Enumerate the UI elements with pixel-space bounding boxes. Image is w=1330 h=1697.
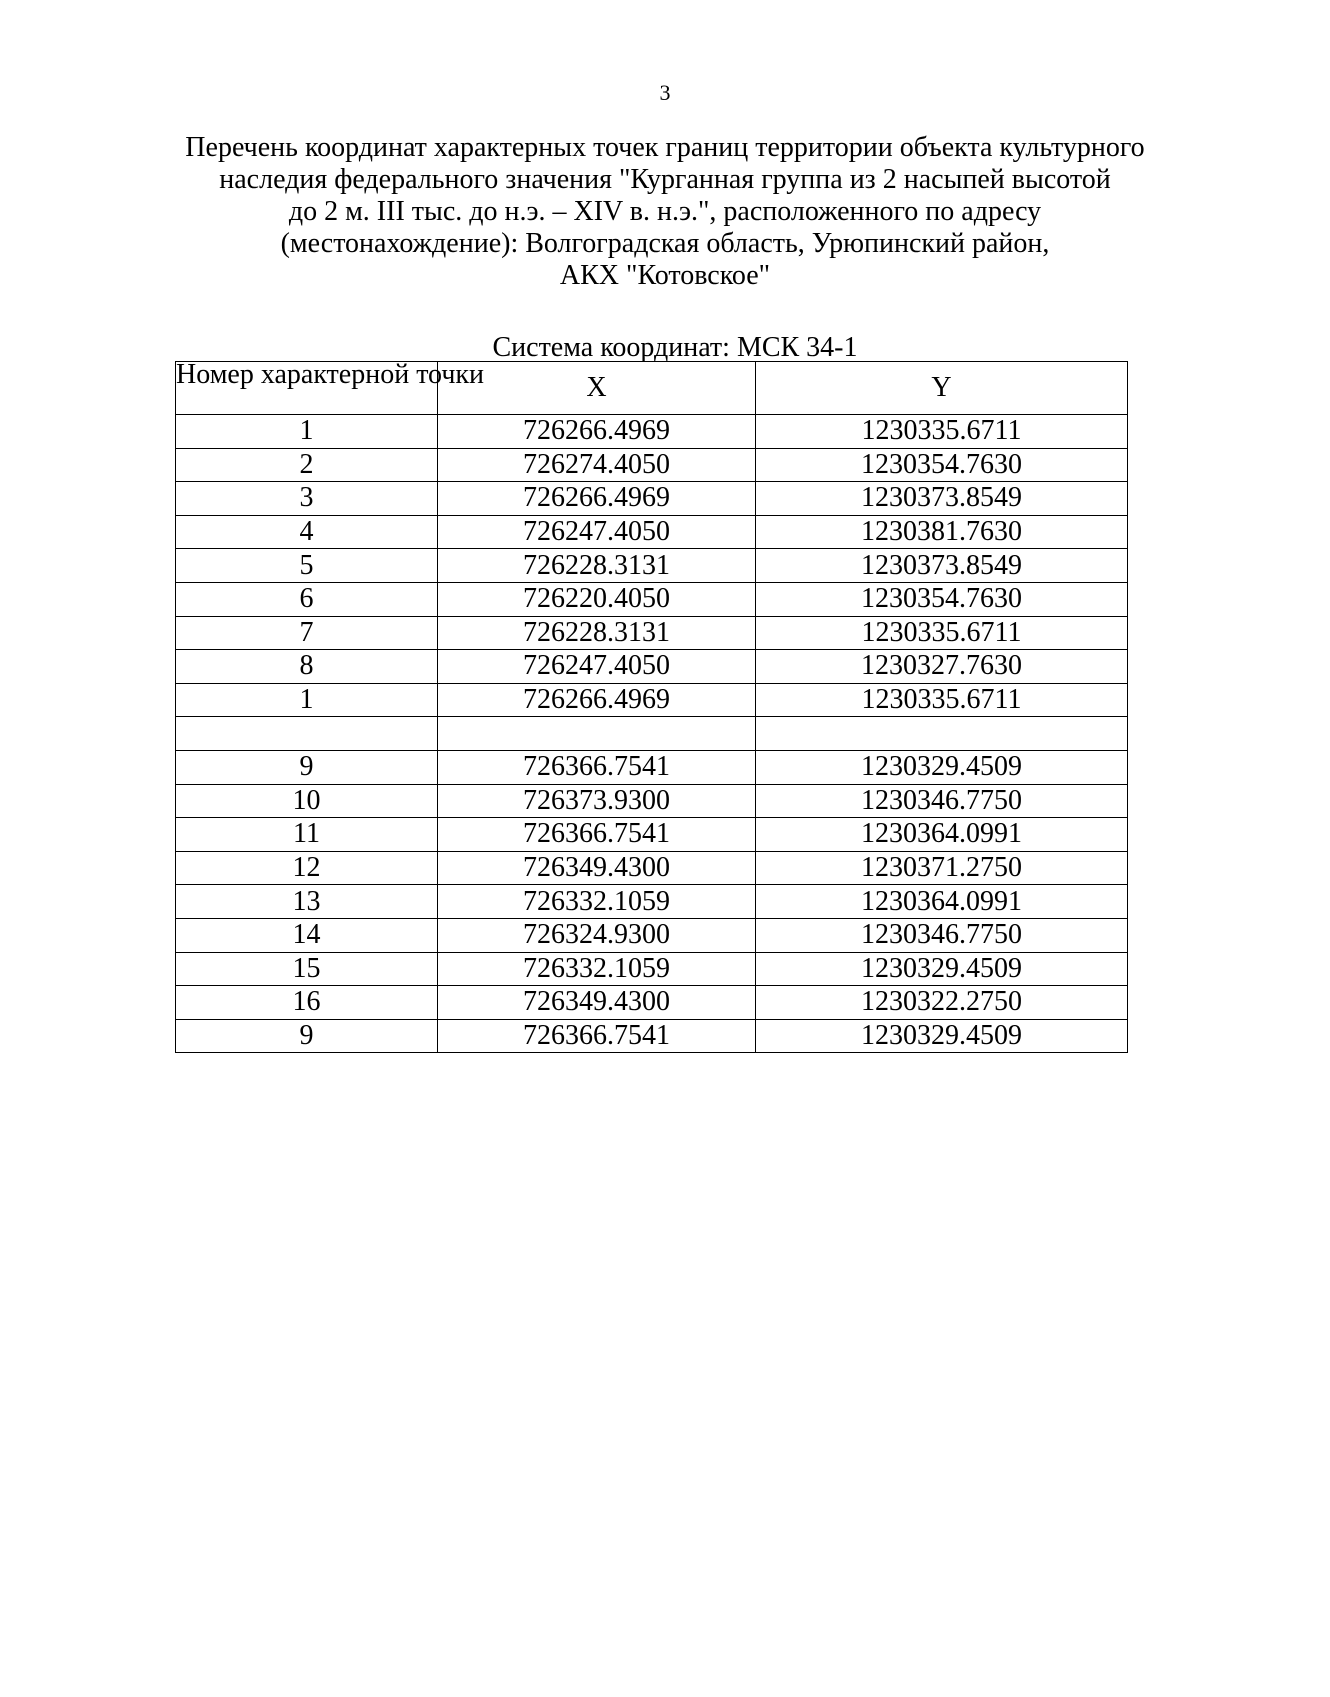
table-body — [176, 415, 1128, 1053]
cell-y: 1230373.8549 — [756, 482, 1128, 516]
cell-x: 726247.4050 — [438, 650, 756, 684]
table-row — [176, 448, 1128, 482]
page-number: 3 — [659, 80, 671, 105]
cell-x: 726266.4969 — [438, 683, 756, 717]
cell-y: 1230354.7630 — [756, 448, 1128, 482]
cell-y: 1230373.8549 — [756, 549, 1128, 583]
cell-x: 726266.4969 — [438, 415, 756, 449]
cell-point-number: 9 — [176, 1019, 438, 1053]
title-line: Перечень координат характерных точек границ территории объекта культурного — [185, 132, 1145, 163]
cell-x: 726228.3131 — [438, 616, 756, 650]
title-line: (местонахождение): Волгоградская область, Урюпинский район, — [280, 228, 1050, 259]
header-point-number: Номер характерной точки — [176, 362, 438, 415]
header-y: Y — [756, 362, 1128, 415]
cell-y: 1230335.6711 — [756, 616, 1128, 650]
cell-point-number: 5 — [176, 549, 438, 583]
cell-y: 1230346.7750 — [756, 784, 1128, 818]
coordinate-system-label: Система координат: МСК 34-1 — [492, 332, 858, 363]
table-header-row — [176, 362, 1128, 415]
title-line: наследия федерального значения "Курганная группа из 2 насыпей высотой — [219, 164, 1111, 195]
table-row — [176, 582, 1128, 616]
cell-x: 726373.9300 — [438, 784, 756, 818]
cell-x: 726332.1059 — [438, 952, 756, 986]
cell-point-number: 10 — [176, 784, 438, 818]
table-row — [176, 952, 1128, 986]
cell-point-number — [176, 717, 438, 751]
cell-x: 726366.7541 — [438, 750, 756, 784]
cell-y: 1230354.7630 — [756, 582, 1128, 616]
cell-y: 1230364.0991 — [756, 885, 1128, 919]
cell-y: 1230335.6711 — [756, 683, 1128, 717]
title-line: до 2 м. III тыс. до н.э. – XIV в. н.э.", расположенного по адресу — [288, 196, 1042, 227]
cell-y: 1230381.7630 — [756, 515, 1128, 549]
cell-y: 1230329.4509 — [756, 952, 1128, 986]
cell-point-number: 14 — [176, 918, 438, 952]
cell-point-number: 7 — [176, 616, 438, 650]
cell-y: 1230329.4509 — [756, 750, 1128, 784]
cell-point-number: 1 — [176, 683, 438, 717]
title-line: АКХ "Котовское" — [559, 260, 771, 291]
table-row — [176, 482, 1128, 516]
table-row — [176, 851, 1128, 885]
document-title — [150, 132, 1180, 292]
table-row — [176, 784, 1128, 818]
cell-y: 1230327.7630 — [756, 650, 1128, 684]
cell-point-number: 3 — [176, 482, 438, 516]
table-row — [176, 818, 1128, 852]
cell-point-number: 6 — [176, 582, 438, 616]
cell-y: 1230346.7750 — [756, 918, 1128, 952]
cell-y — [756, 717, 1128, 751]
cell-x: 726349.4300 — [438, 986, 756, 1020]
table-row — [176, 717, 1128, 751]
table-row — [176, 1019, 1128, 1053]
cell-x: 726247.4050 — [438, 515, 756, 549]
cell-x: 726366.7541 — [438, 818, 756, 852]
table-row — [176, 549, 1128, 583]
table-row — [176, 616, 1128, 650]
cell-y: 1230364.0991 — [756, 818, 1128, 852]
cell-x: 726274.4050 — [438, 448, 756, 482]
cell-point-number: 2 — [176, 448, 438, 482]
table-row — [176, 918, 1128, 952]
cell-point-number: 11 — [176, 818, 438, 852]
table-row — [176, 650, 1128, 684]
cell-y: 1230371.2750 — [756, 851, 1128, 885]
cell-point-number: 15 — [176, 952, 438, 986]
cell-x: 726349.4300 — [438, 851, 756, 885]
cell-x: 726366.7541 — [438, 1019, 756, 1053]
cell-x — [438, 717, 756, 751]
table-row — [176, 415, 1128, 449]
cell-point-number: 13 — [176, 885, 438, 919]
cell-x: 726228.3131 — [438, 549, 756, 583]
table-row — [176, 750, 1128, 784]
cell-point-number: 12 — [176, 851, 438, 885]
cell-y: 1230329.4509 — [756, 1019, 1128, 1053]
cell-x: 726220.4050 — [438, 582, 756, 616]
cell-x: 726324.9300 — [438, 918, 756, 952]
table-row — [176, 515, 1128, 549]
header-x: X — [438, 362, 756, 415]
cell-point-number: 8 — [176, 650, 438, 684]
table-row — [176, 885, 1128, 919]
coordinates-table — [175, 361, 1128, 1053]
table-row — [176, 683, 1128, 717]
cell-y: 1230322.2750 — [756, 986, 1128, 1020]
cell-point-number: 4 — [176, 515, 438, 549]
table-row — [176, 986, 1128, 1020]
cell-point-number: 16 — [176, 986, 438, 1020]
cell-x: 726266.4969 — [438, 482, 756, 516]
cell-x: 726332.1059 — [438, 885, 756, 919]
cell-y: 1230335.6711 — [756, 415, 1128, 449]
cell-point-number: 1 — [176, 415, 438, 449]
cell-point-number: 9 — [176, 750, 438, 784]
